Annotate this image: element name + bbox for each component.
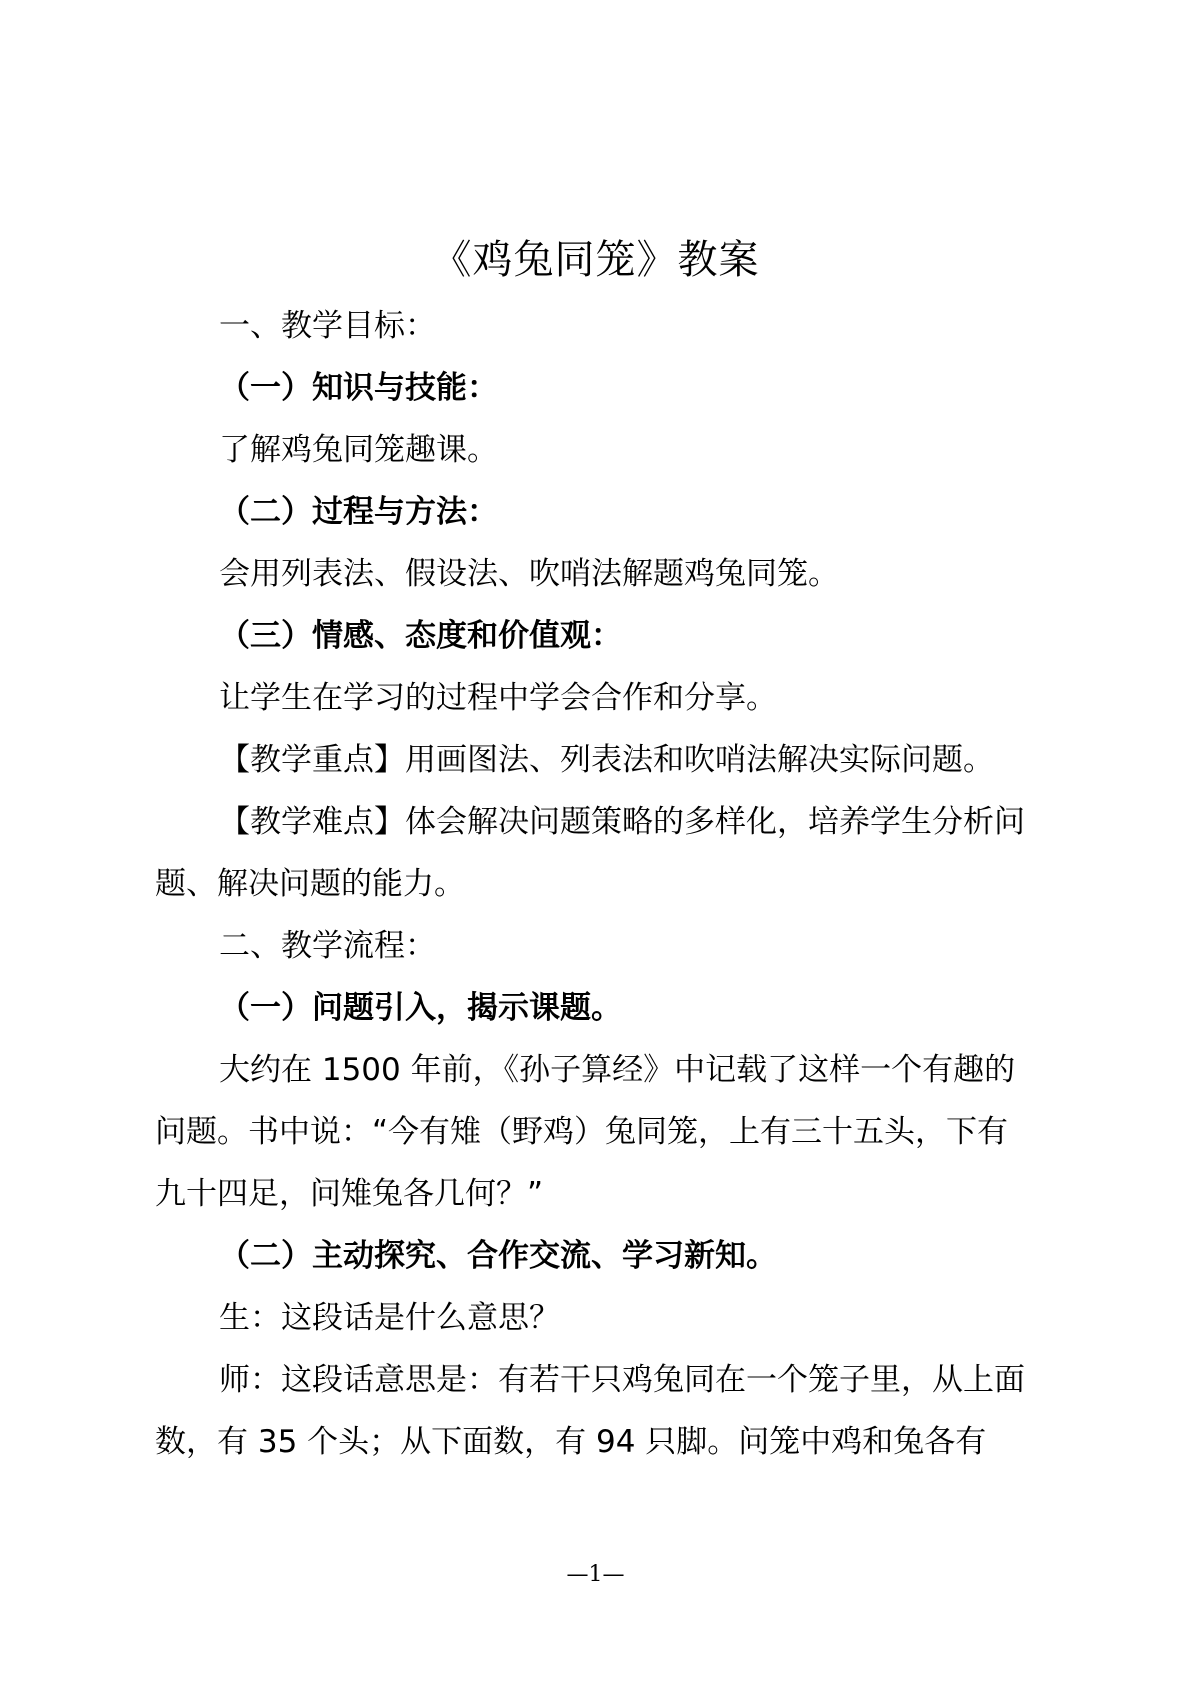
section-heading-objectives: 一、教学目标： <box>219 308 436 344</box>
paragraph-teaching-focus: 【教学重点】用画图法、列表法和吹哨法解决实际问题。 <box>219 742 994 778</box>
section-heading-process: 二、教学流程： <box>219 928 436 964</box>
page-number: —1— <box>566 1562 625 1587</box>
paragraph-teacher-explanation: 师：这段话意思是：有若干只鸡兔同在一个笼子里，从上面数，有 35 个头；从下面数，有 94 只脚。问笼中鸡和兔各有 <box>155 1362 1025 1460</box>
subheading-emotion-values: （三）情感、态度和价值观： <box>219 618 622 654</box>
paragraph-teaching-difficulty: 【教学难点】体会解决问题策略的多样化，培养学生分析问题、解决问题的能力。 <box>155 804 1025 902</box>
paragraph-student-question: 生：这段话是什么意思？ <box>219 1300 560 1336</box>
subheading-exploration: （二）主动探究、合作交流、学习新知。 <box>219 1238 777 1274</box>
paragraph-introduction: 大约在 1500 年前，《孙子算经》中记载了这样一个有趣的问题。书中说：“今有雉（野鸡）兔同笼，上有三十五头，下有九十四足，问雉兔各几何？” <box>155 1052 1016 1212</box>
paragraph-process-methods: 会用列表法、假设法、吹哨法解题鸡兔同笼。 <box>219 556 839 592</box>
paragraph-knowledge-skills: 了解鸡兔同笼趣课。 <box>219 432 498 468</box>
subheading-process-methods: （二）过程与方法： <box>219 494 498 530</box>
paragraph-emotion-values: 让学生在学习的过程中学会合作和分享。 <box>219 680 777 716</box>
subheading-knowledge-skills: （一）知识与技能： <box>219 370 498 406</box>
subheading-introduction: （一）问题引入，揭示课题。 <box>219 990 622 1026</box>
document-body <box>155 295 1037 1473</box>
document-title: 《鸡兔同笼》教案 <box>431 237 760 283</box>
